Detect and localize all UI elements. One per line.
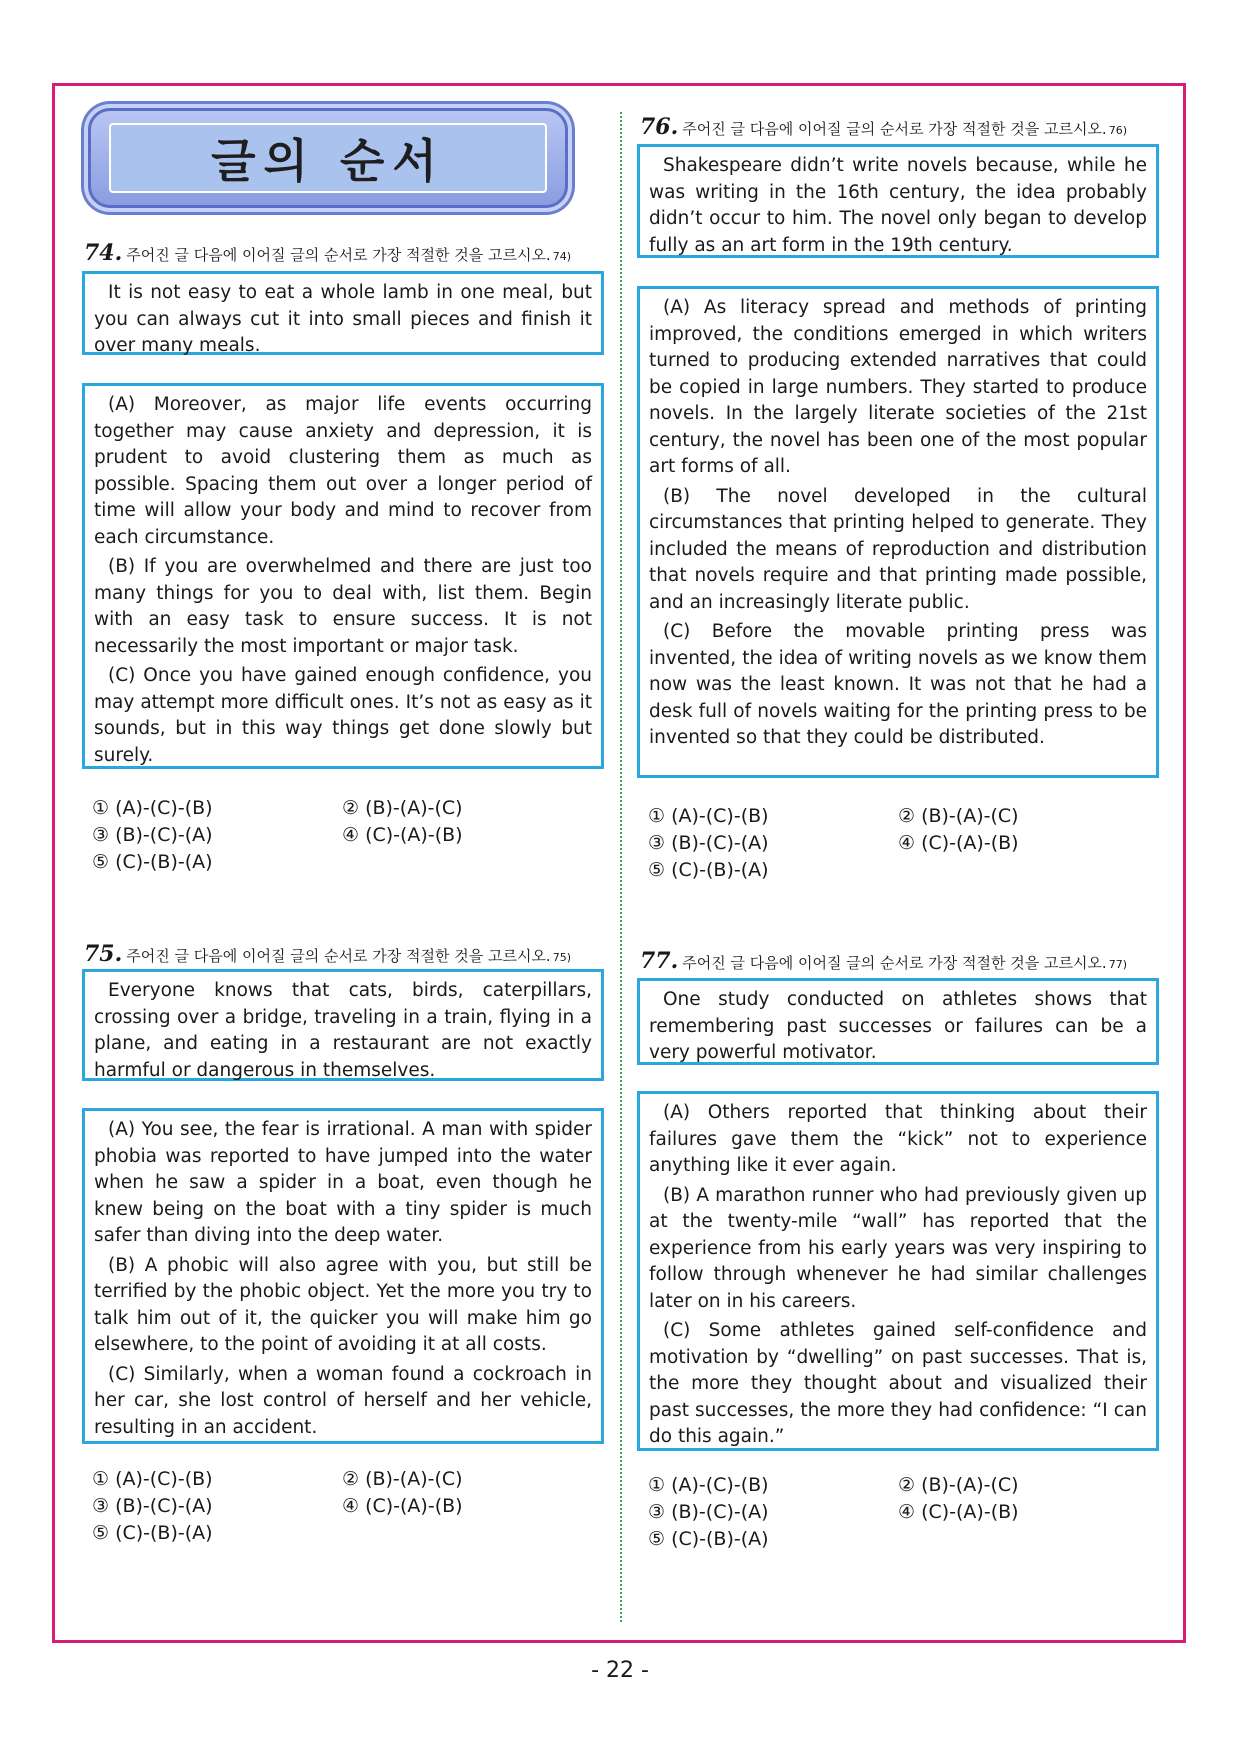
q77-passage-a: (A) Others reported that thinking about their failures gave them the “kick” not to experience anything like it ever again.: [649, 1102, 1147, 1176]
q74-choice-3[interactable]: ③ (B)-(C)-(A): [92, 824, 213, 846]
q75-choice-3[interactable]: ③ (B)-(C)-(A): [92, 1495, 213, 1517]
page-number: - 22 -: [591, 1658, 649, 1683]
section-title: 글의 순서: [211, 134, 445, 188]
q74-choice-5[interactable]: ⑤ (C)-(B)-(A): [92, 851, 213, 873]
q75-given-text: Everyone knows that cats, birds, caterpillars, crossing over a bridge, traveling in a train, flying in a plane, and eating in a restaurant are not exactly harmful or dangerous in themselves.: [94, 980, 592, 1081]
q77-footnote: 77): [1108, 958, 1128, 971]
q74-choice-2[interactable]: ② (B)-(A)-(C): [342, 797, 463, 819]
q77-given-text: One study conducted on athletes shows that remembering past successes or failures can be a very powerful motivator.: [649, 989, 1147, 1063]
q75-choice-4[interactable]: ④ (C)-(A)-(B): [342, 1495, 463, 1517]
q74-header: [84, 240, 571, 266]
q74-choice-4[interactable]: ④ (C)-(A)-(B): [342, 824, 463, 846]
q76-passages-box: [637, 286, 1159, 778]
q77-header: [640, 948, 1127, 974]
q74-passage-c: (C) Once you have gained enough confidence, you may attempt more difficult ones. It’s not as easy as it sounds, but in this way things get done slowly but surely.: [94, 665, 592, 766]
q76-number: 76.: [640, 114, 679, 140]
q77-passages-box: [637, 1091, 1159, 1451]
q76-choice-5[interactable]: ⑤ (C)-(B)-(A): [648, 859, 769, 881]
q77-given-box: [637, 978, 1159, 1065]
q74-given-box: [82, 271, 604, 355]
q75-instruction: 주어진 글 다음에 이어질 글의 순서로 가장 적절한 것을 고르시오.: [126, 947, 551, 965]
q75-choice-5[interactable]: ⑤ (C)-(B)-(A): [92, 1522, 213, 1544]
q77-choice-1[interactable]: ① (A)-(C)-(B): [648, 1474, 769, 1496]
q77-number: 77.: [640, 948, 679, 974]
q76-passage-a: (A) As literacy spread and methods of printing improved, the conditions emerged in which writers turned to producing extended narratives that could be copied in large numbers. They started to produce novels. In the largely literate societies of the 21st century, the novel has been one of the most popular art forms of all.: [649, 297, 1147, 477]
q74-given-text: It is not easy to eat a whole lamb in one meal, but you can always cut it into small pieces and finish it over many meals.: [94, 282, 592, 356]
q77-choice-2[interactable]: ② (B)-(A)-(C): [898, 1474, 1019, 1496]
q75-number: 75.: [84, 941, 123, 967]
q76-given-text: Shakespeare didn’t write novels because, while he was writing in the 16th century, the idea probably didn’t occur to him. The novel only began to develop fully as an art form in the 19th century.: [649, 155, 1147, 256]
q77-passage-c: (C) Some athletes gained self-confidence and motivation by “dwelling” on past successes. That is, the more they thought about and visualized their past successes, the more they had confidence: “I can do this again.”: [649, 1320, 1147, 1447]
q76-passage-c: (C) Before the movable printing press was invented, the idea of writing novels as we know them now was the least known. It was not that he had a desk full of novels waiting for the printing press to be invented so that they could be distributed.: [649, 621, 1147, 748]
q77-choice-3[interactable]: ③ (B)-(C)-(A): [648, 1501, 769, 1523]
q74-instruction: 주어진 글 다음에 이어질 글의 순서로 가장 적절한 것을 고르시오.: [126, 246, 551, 264]
q75-footnote: 75): [552, 951, 572, 964]
q75-choice-1[interactable]: ① (A)-(C)-(B): [92, 1468, 213, 1490]
q74-choices: [92, 795, 592, 876]
q75-passage-c: (C) Similarly, when a woman found a cockroach in her car, she lost control of herself and her vehicle, resulting in an accident.: [94, 1363, 592, 1438]
q77-instruction: 주어진 글 다음에 이어질 글의 순서로 가장 적절한 것을 고르시오.: [682, 954, 1107, 972]
q76-instruction: 주어진 글 다음에 이어질 글의 순서로 가장 적절한 것을 고르시오.: [682, 120, 1107, 138]
q76-choice-2[interactable]: ② (B)-(A)-(C): [898, 805, 1019, 827]
q75-passage-a: (A) You see, the fear is irrational. A man with spider phobia was reported to have jumped into the water when he saw a spider in a boat, even though he knew being on the boat with a tiny spider is much safer than diving into the deep water.: [94, 1119, 592, 1246]
q76-choice-1[interactable]: ① (A)-(C)-(B): [648, 805, 769, 827]
q74-number: 74.: [84, 240, 123, 266]
q77-choice-4[interactable]: ④ (C)-(A)-(B): [898, 1501, 1019, 1523]
q76-given-box: [637, 144, 1159, 258]
q77-choices: [648, 1472, 1148, 1553]
q74-choice-1[interactable]: ① (A)-(C)-(B): [92, 797, 213, 819]
q75-choice-2[interactable]: ② (B)-(A)-(C): [342, 1468, 463, 1490]
q76-header: [640, 114, 1127, 140]
q76-choice-4[interactable]: ④ (C)-(A)-(B): [898, 832, 1019, 854]
q77-choice-5[interactable]: ⑤ (C)-(B)-(A): [648, 1528, 769, 1550]
section-title-banner: [88, 108, 568, 208]
q75-passage-b: (B) A phobic will also agree with you, but still be terrified by the phobic object. Yet the more you try to talk him out of it, the quicker you will make him go elsewhere, to the point of avoiding it at all costs.: [94, 1254, 592, 1355]
column-divider: [620, 112, 622, 1622]
q74-passage-a: (A) Moreover, as major life events occurring together may cause anxiety and depression, it is prudent to avoid clustering them as much as possible. Spacing them out over a longer period of time will allow your body and mind to recover from each circumstance.: [94, 394, 592, 548]
q76-choice-3[interactable]: ③ (B)-(C)-(A): [648, 832, 769, 854]
q74-footnote: 74): [552, 250, 572, 263]
section-title-inner: [109, 123, 547, 193]
q76-passage-b: (B) The novel developed in the cultural circumstances that printing helped to generate. They included the means of reproduction and distribution that novels require and that printing made possible, and an increasingly literate public.: [649, 485, 1147, 613]
q77-passage-b: (B) A marathon runner who had previously given up at the twenty-mile “wall” has reported that the experience from his early years was very inspiring to follow through whenever he had similar challenges later on in his careers.: [649, 1184, 1147, 1312]
q75-header: [84, 941, 571, 967]
q75-choices: [92, 1466, 592, 1547]
q76-choices: [648, 803, 1148, 884]
q75-passages-box: [82, 1108, 604, 1444]
q75-given-box: [82, 969, 604, 1081]
q74-passage-b: (B) If you are overwhelmed and there are just too many things for you to deal with, list them. Begin with an easy task to ensure success. It is not necessarily the most important or major task.: [94, 556, 592, 657]
q74-passages-box: [82, 383, 604, 769]
q76-footnote: 76): [1108, 124, 1128, 137]
